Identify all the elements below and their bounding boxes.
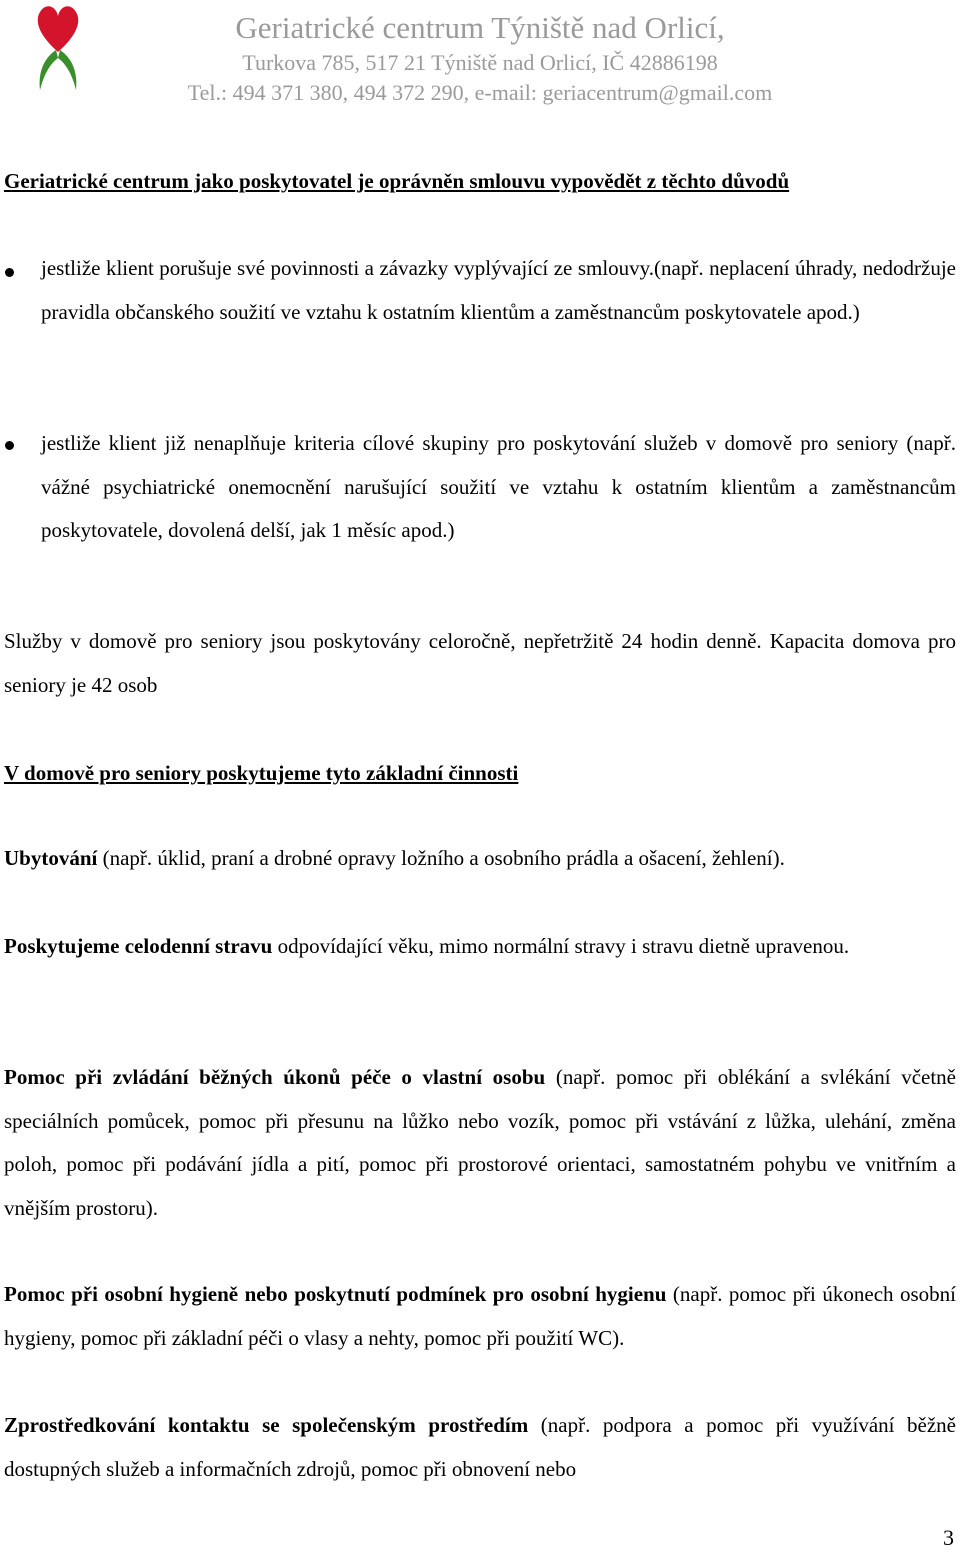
section-heading-termination: Geriatrické centrum jako poskytovatel je oprávněn smlouvu vypovědět z těchto důvodů xyxy=(4,169,790,193)
header-contact: Tel.: 494 371 380, 494 372 290, e-mail: geriacentrum@gmail.com xyxy=(187,80,773,105)
activity-title: Zprostředkování kontaktu se společenským prostředím xyxy=(4,1413,529,1437)
activity-title: Pomoc při zvládání běžných úkonů péče o vlastní osobu xyxy=(4,1065,546,1089)
activity-paragraph-accommodation xyxy=(4,837,956,881)
activity-text: (např. úklid, praní a drobné opravy ložního a osobního prádla a ošacení, žehlení). xyxy=(97,846,785,870)
activity-text: odpovídající věku, mimo normální stravy i stravu dietně upravenou. xyxy=(272,934,850,958)
activity-paragraph-social-contact xyxy=(4,1404,956,1491)
bullet-icon xyxy=(5,441,14,450)
activity-text: (např. pomoc při oblékání a svlékání včetně speciálních pomůcek, pomoc při přesunu na lůžko nebo vozík, pomoc při vstávání z lůžka, ulehání, změna poloh, pomoc při podávání jídla a pití, pomoc při prostorové orientaci, samostatném pohybu ve vnitřním a vnějším prostoru). xyxy=(4,1065,957,1220)
activity-paragraph-hygiene xyxy=(4,1273,956,1360)
list-item: jestliže klient již nenaplňuje kriteria cílové skupiny pro poskytování služeb v domově pro seniory (např. vážné psychiatrické onemocnění narušující soužití ve vztahu k ostatním klientům a zaměstnancům poskytovatele, dovolená delší, jak 1 měsíc apod.) xyxy=(41,431,956,542)
logo-heart-icon xyxy=(30,0,86,96)
activity-text: (např. podpora a pomoc při využívání běžně dostupných služeb a informačních zdrojů, pomoc při obnovení nebo xyxy=(4,1413,956,1481)
activity-paragraph-self-care xyxy=(4,1056,956,1230)
header-address: Turkova 785, 517 21 Týniště nad Orlicí, IČ 42886198 xyxy=(242,50,718,75)
activity-title: Pomoc při osobní hygieně nebo poskytnutí podmínek pro osobní hygienu xyxy=(4,1282,667,1306)
list-item: jestliže klient porušuje své povinnosti a závazky vyplývající ze smlouvy.(např. neplacení úhrady, nedodržuje pravidla občanského soužití ve vztahu k ostatním klientům a zaměstnancům poskytovatele apod.) xyxy=(41,256,956,324)
activity-title: Ubytování xyxy=(4,846,98,870)
bullet-icon xyxy=(5,268,14,277)
header-title: Geriatrické centrum Týniště nad Orlicí, xyxy=(235,10,725,45)
activity-paragraph-meals xyxy=(4,925,956,969)
page-number: 3 xyxy=(943,1525,954,1550)
activity-title: Poskytujeme celodenní stravu xyxy=(4,934,273,958)
services-paragraph: Služby v domově pro seniory jsou poskytovány celoročně, nepřetržitě 24 hodin denně. Kapacita domova pro seniory je 42 osob xyxy=(4,629,956,697)
activity-text: (např. pomoc při úkonech osobní hygieny, pomoc při základní péči o vlasy a nehty, pomoc při použití WC). xyxy=(4,1282,956,1350)
section-heading-activities: V domově pro seniory poskytujeme tyto základní činnosti xyxy=(4,761,519,785)
